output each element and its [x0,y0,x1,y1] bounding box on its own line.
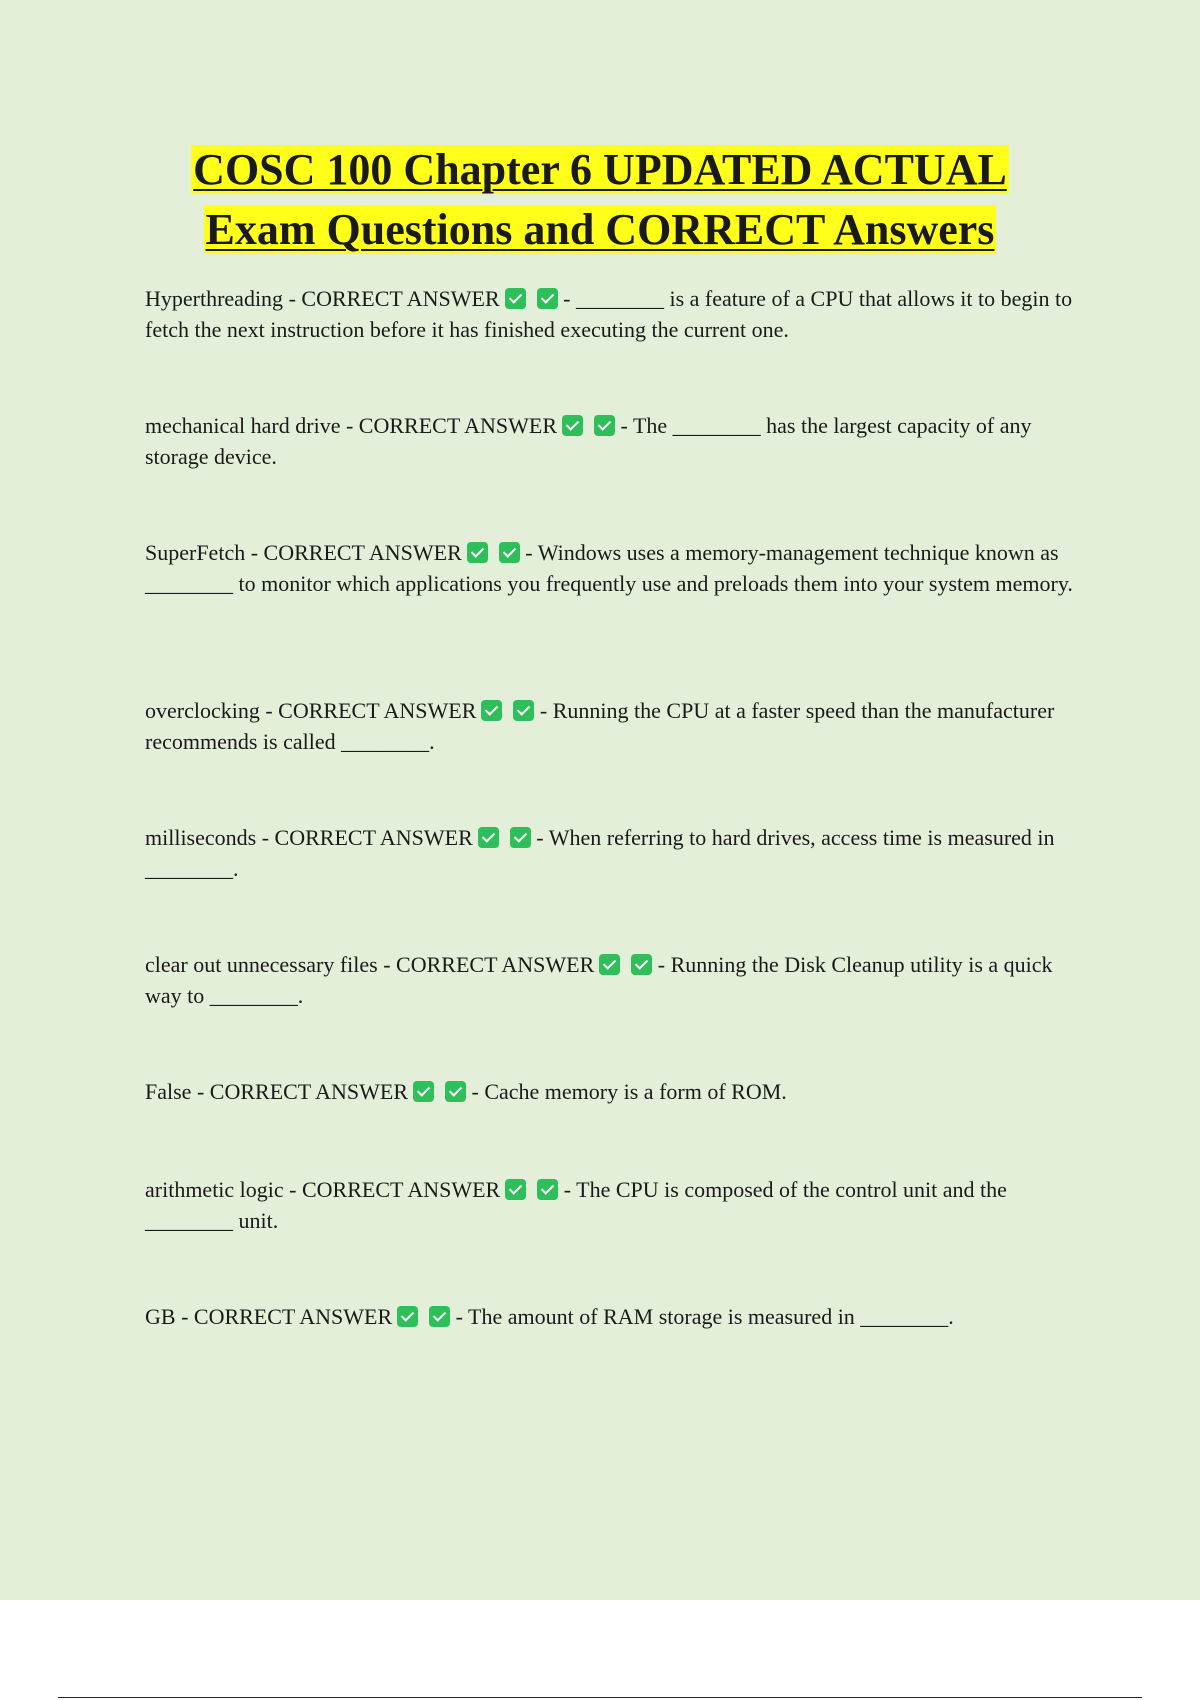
answer-text: milliseconds [145,825,257,850]
check-icon [513,700,534,721]
footer-divider [58,1697,1142,1698]
check-icon [562,415,583,436]
check-icon [481,700,502,721]
answer-text: False [145,1079,192,1104]
check-icon [505,288,526,309]
correct-answer-marker: - CORRECT ANSWER [377,952,595,977]
answer-text: Hyperthreading [145,286,284,311]
correct-answer-marker: - CORRECT ANSWER [245,540,462,565]
question-text: - The ________ has the largest capacity of any storage device. [145,413,1032,469]
correct-answer-marker: - CORRECT ANSWER [256,825,473,850]
check-icon [505,1179,526,1200]
check-icon [599,954,620,975]
title-line-2: Exam Questions and CORRECT Answers [205,205,995,254]
check-icon [537,288,558,309]
qa-item [145,1076,1085,1107]
correct-answer-marker: - CORRECT ANSWER [259,698,477,723]
answer-text: clear out unnecessary files [145,952,378,977]
check-icon [594,415,615,436]
answer-text: arithmetic logic [145,1177,284,1202]
question-text: - Running the Disk Cleanup utility is a quick way to ________. [145,952,1053,1008]
question-text: - The CPU is composed of the control unit and the ________ unit. [145,1177,1007,1233]
check-icon [631,954,652,975]
check-icon [429,1306,450,1327]
qa-item [145,695,1085,757]
qa-item [145,537,1085,599]
qa-item [145,822,1085,884]
answer-text: GB [145,1304,176,1329]
check-icon [478,827,499,848]
answer-text: mechanical hard drive [145,413,341,438]
correct-answer-marker: - CORRECT ANSWER [191,1079,409,1104]
correct-answer-marker: - CORRECT ANSWER [283,1177,501,1202]
question-text: - ________ is a feature of a CPU that allows it to begin to fetch the next instruction before it has finished executing the current one. [145,286,1073,342]
check-icon [467,542,488,563]
correct-answer-marker: - CORRECT ANSWER [175,1304,393,1329]
qa-item [145,283,1085,345]
question-text: - Windows uses a memory-management technique known as ________ to monitor which applications you frequently use and preloads them into your system memory. [145,540,1073,596]
check-icon [499,542,520,563]
qa-item [145,1301,1085,1332]
check-icon [397,1306,418,1327]
correct-answer-marker: - CORRECT ANSWER [340,413,558,438]
document-title [100,140,1100,260]
question-text: - The amount of RAM storage is measured in ________. [450,1304,954,1329]
qa-item [145,949,1085,1011]
question-text: - When referring to hard drives, access time is measured in ________. [145,825,1055,881]
answer-text: overclocking [145,698,260,723]
answer-text: SuperFetch [145,540,246,565]
check-icon [445,1081,466,1102]
correct-answer-marker: - CORRECT ANSWER [283,286,500,311]
check-icon [413,1081,434,1102]
qa-item [145,1174,1085,1236]
question-text: - Cache memory is a form of ROM. [466,1079,787,1104]
title-line-1: COSC 100 Chapter 6 UPDATED ACTUAL [193,145,1007,194]
question-text: - Running the CPU at a faster speed than the manufacturer recommends is called ________. [145,698,1055,754]
check-icon [537,1179,558,1200]
qa-item [145,410,1085,472]
check-icon [510,827,531,848]
